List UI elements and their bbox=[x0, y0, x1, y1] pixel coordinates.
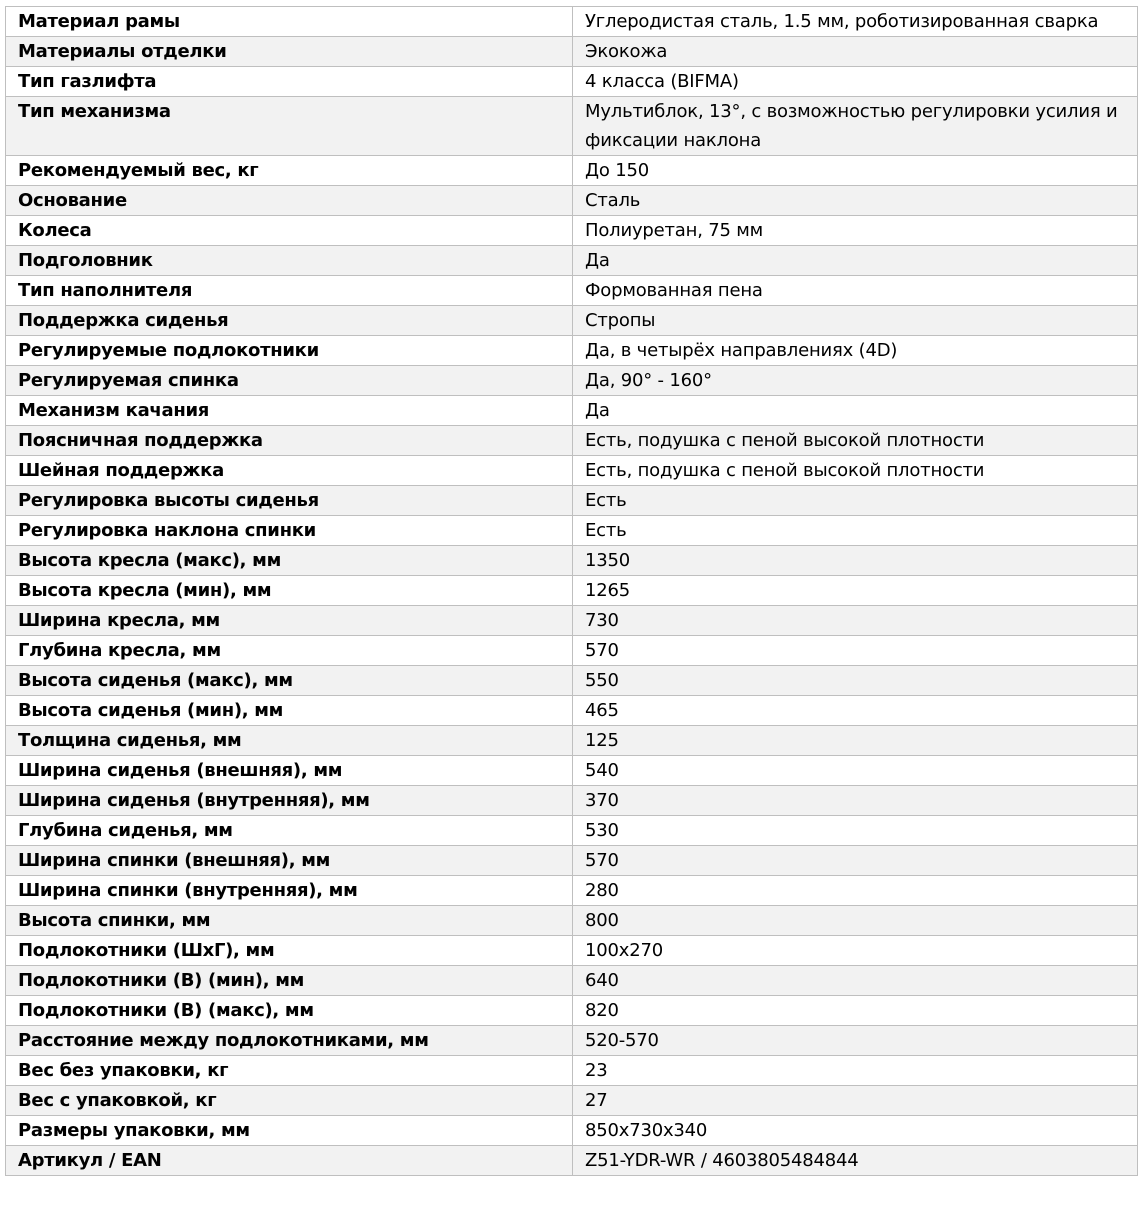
spec-value: 465 bbox=[573, 696, 1138, 726]
spec-name: Основание bbox=[6, 186, 573, 216]
spec-value: Есть, подушка с пеной высокой плотности bbox=[573, 426, 1138, 456]
spec-name: Высота сиденья (макс), мм bbox=[6, 666, 573, 696]
spec-name: Подголовник bbox=[6, 246, 573, 276]
spec-name: Расстояние между подлокотниками, мм bbox=[6, 1026, 573, 1056]
spec-name: Подлокотники (В) (мин), мм bbox=[6, 966, 573, 996]
specifications-table-body bbox=[6, 7, 1138, 1176]
spec-name: Высота сиденья (мин), мм bbox=[6, 696, 573, 726]
spec-row bbox=[6, 67, 1138, 97]
spec-name: Ширина спинки (внешняя), мм bbox=[6, 846, 573, 876]
spec-value: 530 bbox=[573, 816, 1138, 846]
spec-name: Толщина сиденья, мм bbox=[6, 726, 573, 756]
spec-row bbox=[6, 546, 1138, 576]
spec-name: Регулируемая спинка bbox=[6, 366, 573, 396]
spec-row bbox=[6, 366, 1138, 396]
spec-name: Глубина кресла, мм bbox=[6, 636, 573, 666]
spec-row bbox=[6, 786, 1138, 816]
spec-name: Вес без упаковки, кг bbox=[6, 1056, 573, 1086]
spec-value: 370 bbox=[573, 786, 1138, 816]
spec-name: Поясничная поддержка bbox=[6, 426, 573, 456]
spec-row bbox=[6, 846, 1138, 876]
spec-name: Ширина кресла, мм bbox=[6, 606, 573, 636]
spec-name: Высота кресла (макс), мм bbox=[6, 546, 573, 576]
spec-value: 570 bbox=[573, 846, 1138, 876]
spec-name: Глубина сиденья, мм bbox=[6, 816, 573, 846]
spec-row bbox=[6, 816, 1138, 846]
spec-name: Поддержка сиденья bbox=[6, 306, 573, 336]
spec-row bbox=[6, 576, 1138, 606]
spec-value: Z51-YDR-WR / 4603805484844 bbox=[573, 1146, 1138, 1176]
spec-row bbox=[6, 37, 1138, 67]
spec-row bbox=[6, 246, 1138, 276]
spec-name: Регулировка наклона спинки bbox=[6, 516, 573, 546]
spec-name: Ширина спинки (внутренняя), мм bbox=[6, 876, 573, 906]
spec-name: Артикул / EAN bbox=[6, 1146, 573, 1176]
spec-value: 100x270 bbox=[573, 936, 1138, 966]
spec-row bbox=[6, 1116, 1138, 1146]
spec-row bbox=[6, 7, 1138, 37]
spec-name: Ширина сиденья (внутренняя), мм bbox=[6, 786, 573, 816]
spec-row bbox=[6, 1056, 1138, 1086]
spec-row bbox=[6, 936, 1138, 966]
spec-name: Регулируемые подлокотники bbox=[6, 336, 573, 366]
spec-value: Мультиблок, 13°, с возможностью регулировки усилия и фиксации наклона bbox=[573, 97, 1138, 156]
spec-value: Есть, подушка с пеной высокой плотности bbox=[573, 456, 1138, 486]
spec-row bbox=[6, 216, 1138, 246]
spec-value: 570 bbox=[573, 636, 1138, 666]
spec-row bbox=[6, 336, 1138, 366]
spec-name: Подлокотники (ШхГ), мм bbox=[6, 936, 573, 966]
spec-row bbox=[6, 876, 1138, 906]
spec-name: Механизм качания bbox=[6, 396, 573, 426]
spec-value: 27 bbox=[573, 1086, 1138, 1116]
spec-value: Да, 90° - 160° bbox=[573, 366, 1138, 396]
spec-value: Есть bbox=[573, 516, 1138, 546]
spec-value: Стропы bbox=[573, 306, 1138, 336]
spec-value: 550 bbox=[573, 666, 1138, 696]
spec-row bbox=[6, 456, 1138, 486]
spec-value: 1265 bbox=[573, 576, 1138, 606]
spec-value: Углеродистая сталь, 1.5 мм, роботизированная сварка bbox=[573, 7, 1138, 37]
spec-row bbox=[6, 486, 1138, 516]
spec-row bbox=[6, 1146, 1138, 1176]
spec-value: 520-570 bbox=[573, 1026, 1138, 1056]
spec-row bbox=[6, 97, 1138, 156]
spec-row bbox=[6, 306, 1138, 336]
spec-value: Сталь bbox=[573, 186, 1138, 216]
spec-value: Есть bbox=[573, 486, 1138, 516]
spec-value: 23 bbox=[573, 1056, 1138, 1086]
spec-name: Высота кресла (мин), мм bbox=[6, 576, 573, 606]
spec-row bbox=[6, 606, 1138, 636]
spec-value: Да bbox=[573, 246, 1138, 276]
spec-row bbox=[6, 1086, 1138, 1116]
spec-row bbox=[6, 756, 1138, 786]
spec-value: 730 bbox=[573, 606, 1138, 636]
spec-row bbox=[6, 726, 1138, 756]
spec-value: Экокожа bbox=[573, 37, 1138, 67]
spec-name: Ширина сиденья (внешняя), мм bbox=[6, 756, 573, 786]
spec-value: 850x730x340 bbox=[573, 1116, 1138, 1146]
spec-value: 1350 bbox=[573, 546, 1138, 576]
spec-value: 4 класса (BIFMA) bbox=[573, 67, 1138, 97]
spec-row bbox=[6, 666, 1138, 696]
spec-row bbox=[6, 186, 1138, 216]
spec-row bbox=[6, 156, 1138, 186]
spec-name: Рекомендуемый вес, кг bbox=[6, 156, 573, 186]
spec-value: Полиуретан, 75 мм bbox=[573, 216, 1138, 246]
spec-name: Колеса bbox=[6, 216, 573, 246]
spec-row bbox=[6, 906, 1138, 936]
spec-name: Высота спинки, мм bbox=[6, 906, 573, 936]
spec-row bbox=[6, 426, 1138, 456]
spec-name: Вес с упаковкой, кг bbox=[6, 1086, 573, 1116]
spec-value: До 150 bbox=[573, 156, 1138, 186]
spec-row bbox=[6, 276, 1138, 306]
spec-value: 640 bbox=[573, 966, 1138, 996]
spec-value: 820 bbox=[573, 996, 1138, 1026]
spec-name: Шейная поддержка bbox=[6, 456, 573, 486]
spec-value: 280 bbox=[573, 876, 1138, 906]
spec-value: Формованная пена bbox=[573, 276, 1138, 306]
spec-value: 540 bbox=[573, 756, 1138, 786]
spec-name: Тип газлифта bbox=[6, 67, 573, 97]
spec-row bbox=[6, 966, 1138, 996]
specifications-table bbox=[5, 6, 1138, 1176]
spec-name: Материал рамы bbox=[6, 7, 573, 37]
spec-value: Да, в четырёх направлениях (4D) bbox=[573, 336, 1138, 366]
spec-row bbox=[6, 996, 1138, 1026]
spec-name: Регулировка высоты сиденья bbox=[6, 486, 573, 516]
spec-name: Материалы отделки bbox=[6, 37, 573, 67]
spec-row bbox=[6, 1026, 1138, 1056]
spec-row bbox=[6, 636, 1138, 666]
spec-row bbox=[6, 396, 1138, 426]
spec-value: 800 bbox=[573, 906, 1138, 936]
spec-value: Да bbox=[573, 396, 1138, 426]
spec-name: Размеры упаковки, мм bbox=[6, 1116, 573, 1146]
spec-name: Подлокотники (В) (макс), мм bbox=[6, 996, 573, 1026]
spec-name: Тип наполнителя bbox=[6, 276, 573, 306]
spec-name: Тип механизма bbox=[6, 97, 573, 156]
spec-value: 125 bbox=[573, 726, 1138, 756]
spec-row bbox=[6, 516, 1138, 546]
spec-row bbox=[6, 696, 1138, 726]
